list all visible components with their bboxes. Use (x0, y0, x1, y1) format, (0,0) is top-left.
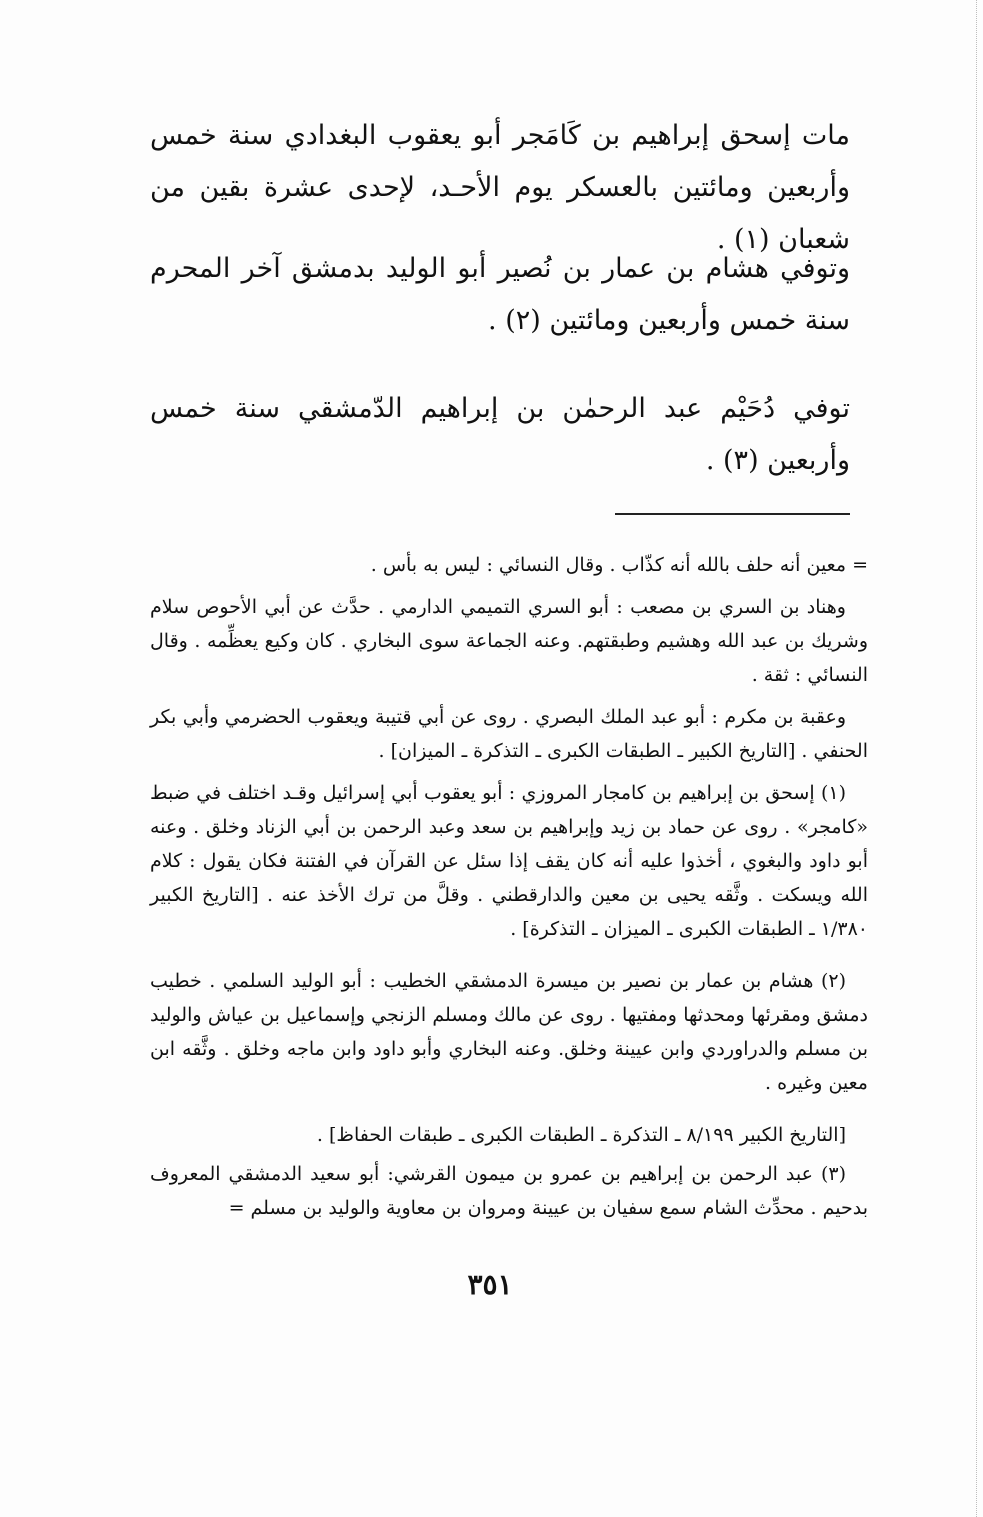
main-paragraph-2: وتوفي هشام بن عمار بن نُصير أبو الوليد بدمشق آخر المحرم سنة خمس وأربعين ومائتين (٢) . (150, 253, 850, 336)
footnote-2: (٢) هشام بن عمار بن نصير بن ميسرة الدمشقي الخطيب : أبو الوليد السلمي . خطيب دمشق ومقرئها ومحدثها ومفتيها . روى عن مالك ومسلم الزنجي وإسماعيل بن عياش والوليد بن مسلم والدراوردي وابن عيينة وخلق. وعنه البخاري وأبو داود وابن ماجه وخلق . وثَّقه ابن معين وغيره . (150, 970, 868, 1094)
footnote-uqba: وعقبة بن مكرم : أبو عبد الملك البصري . روى عن أبي قتيبة ويعقوب الحضرمي وأبي بكر الحنفي . [التاريخ الكبير ـ الطبقات الكبرى ـ التذكرة ـ الميزان] . (150, 706, 868, 762)
scan-edge-line (975, 0, 977, 1517)
footnote-1: (١) إسحق بن إبراهيم بن كامجار المروزي : أبو يعقوب أبي إسرائيل وقـد اختلف في ضبط «كامجر» . روى عن حماد بن زيد وإبراهيم بن سعد وعبد الرحمن بن أبي الزناد وخلق . وعنه أبو داود والبغوي ، أخذوا عليه أنه كان يقف إذا سئل عن القرآن في الفتنة فكان يقول : كلام الله ويسكت . وثَّقه يحيى بن معين والدارقطني . وقلَّ من ترك الأخذ عنه . [التاريخ الكبير ١/٣٨٠ ـ الطبقات الكبرى ـ الميزان ـ التذكرة] . (150, 782, 868, 940)
page-number: ٣٥١ (467, 1268, 513, 1301)
footnote-3: (٣) عبد الرحمن بن إبراهيم بن عمرو بن ميمون القرشي: أبو سعيد الدمشقي المعروف بدحيم . محدِّث الشام سمع سفيان بن عيينة ومروان بن معاوية والوليد بن مسلم = (150, 1163, 868, 1219)
footnote-hannad: وهناد بن السري بن مصعب : أبو السري التميمي الدارمي . حدَّث عن أبي الأحوص سلام وشريك بن عبد الله وهشيم وطبقتهم. وعنه الجماعة سوى البخاري . كان وكيع يعظِّمه . وقال النسائي : ثقة . (150, 596, 868, 686)
footnote-continuation: = معين أنه حلف بالله أنه كذّاب . وقال النسائي : ليس به بأس . (370, 554, 868, 576)
footnote-separator (615, 513, 850, 515)
main-paragraph-3: توفي دُحَيْم عبد الرحمٰن بن إبراهيم الدّمشقي سنة خمس وأربعين (٣) . (150, 393, 850, 476)
main-paragraph-1: مات إسحق إبراهيم بن كَامَجر أبو يعقوب البغدادي سنة خمس وأربعين ومائتين بالعسكر يوم الأحـد، لإحدى عشرة بقين من شعبان (١) . (150, 120, 850, 255)
footnote-2-sources: [التاريخ الكبير ٨/١٩٩ ـ التذكرة ـ الطبقات الكبرى ـ طبقات الحفاظ] . (316, 1124, 846, 1146)
